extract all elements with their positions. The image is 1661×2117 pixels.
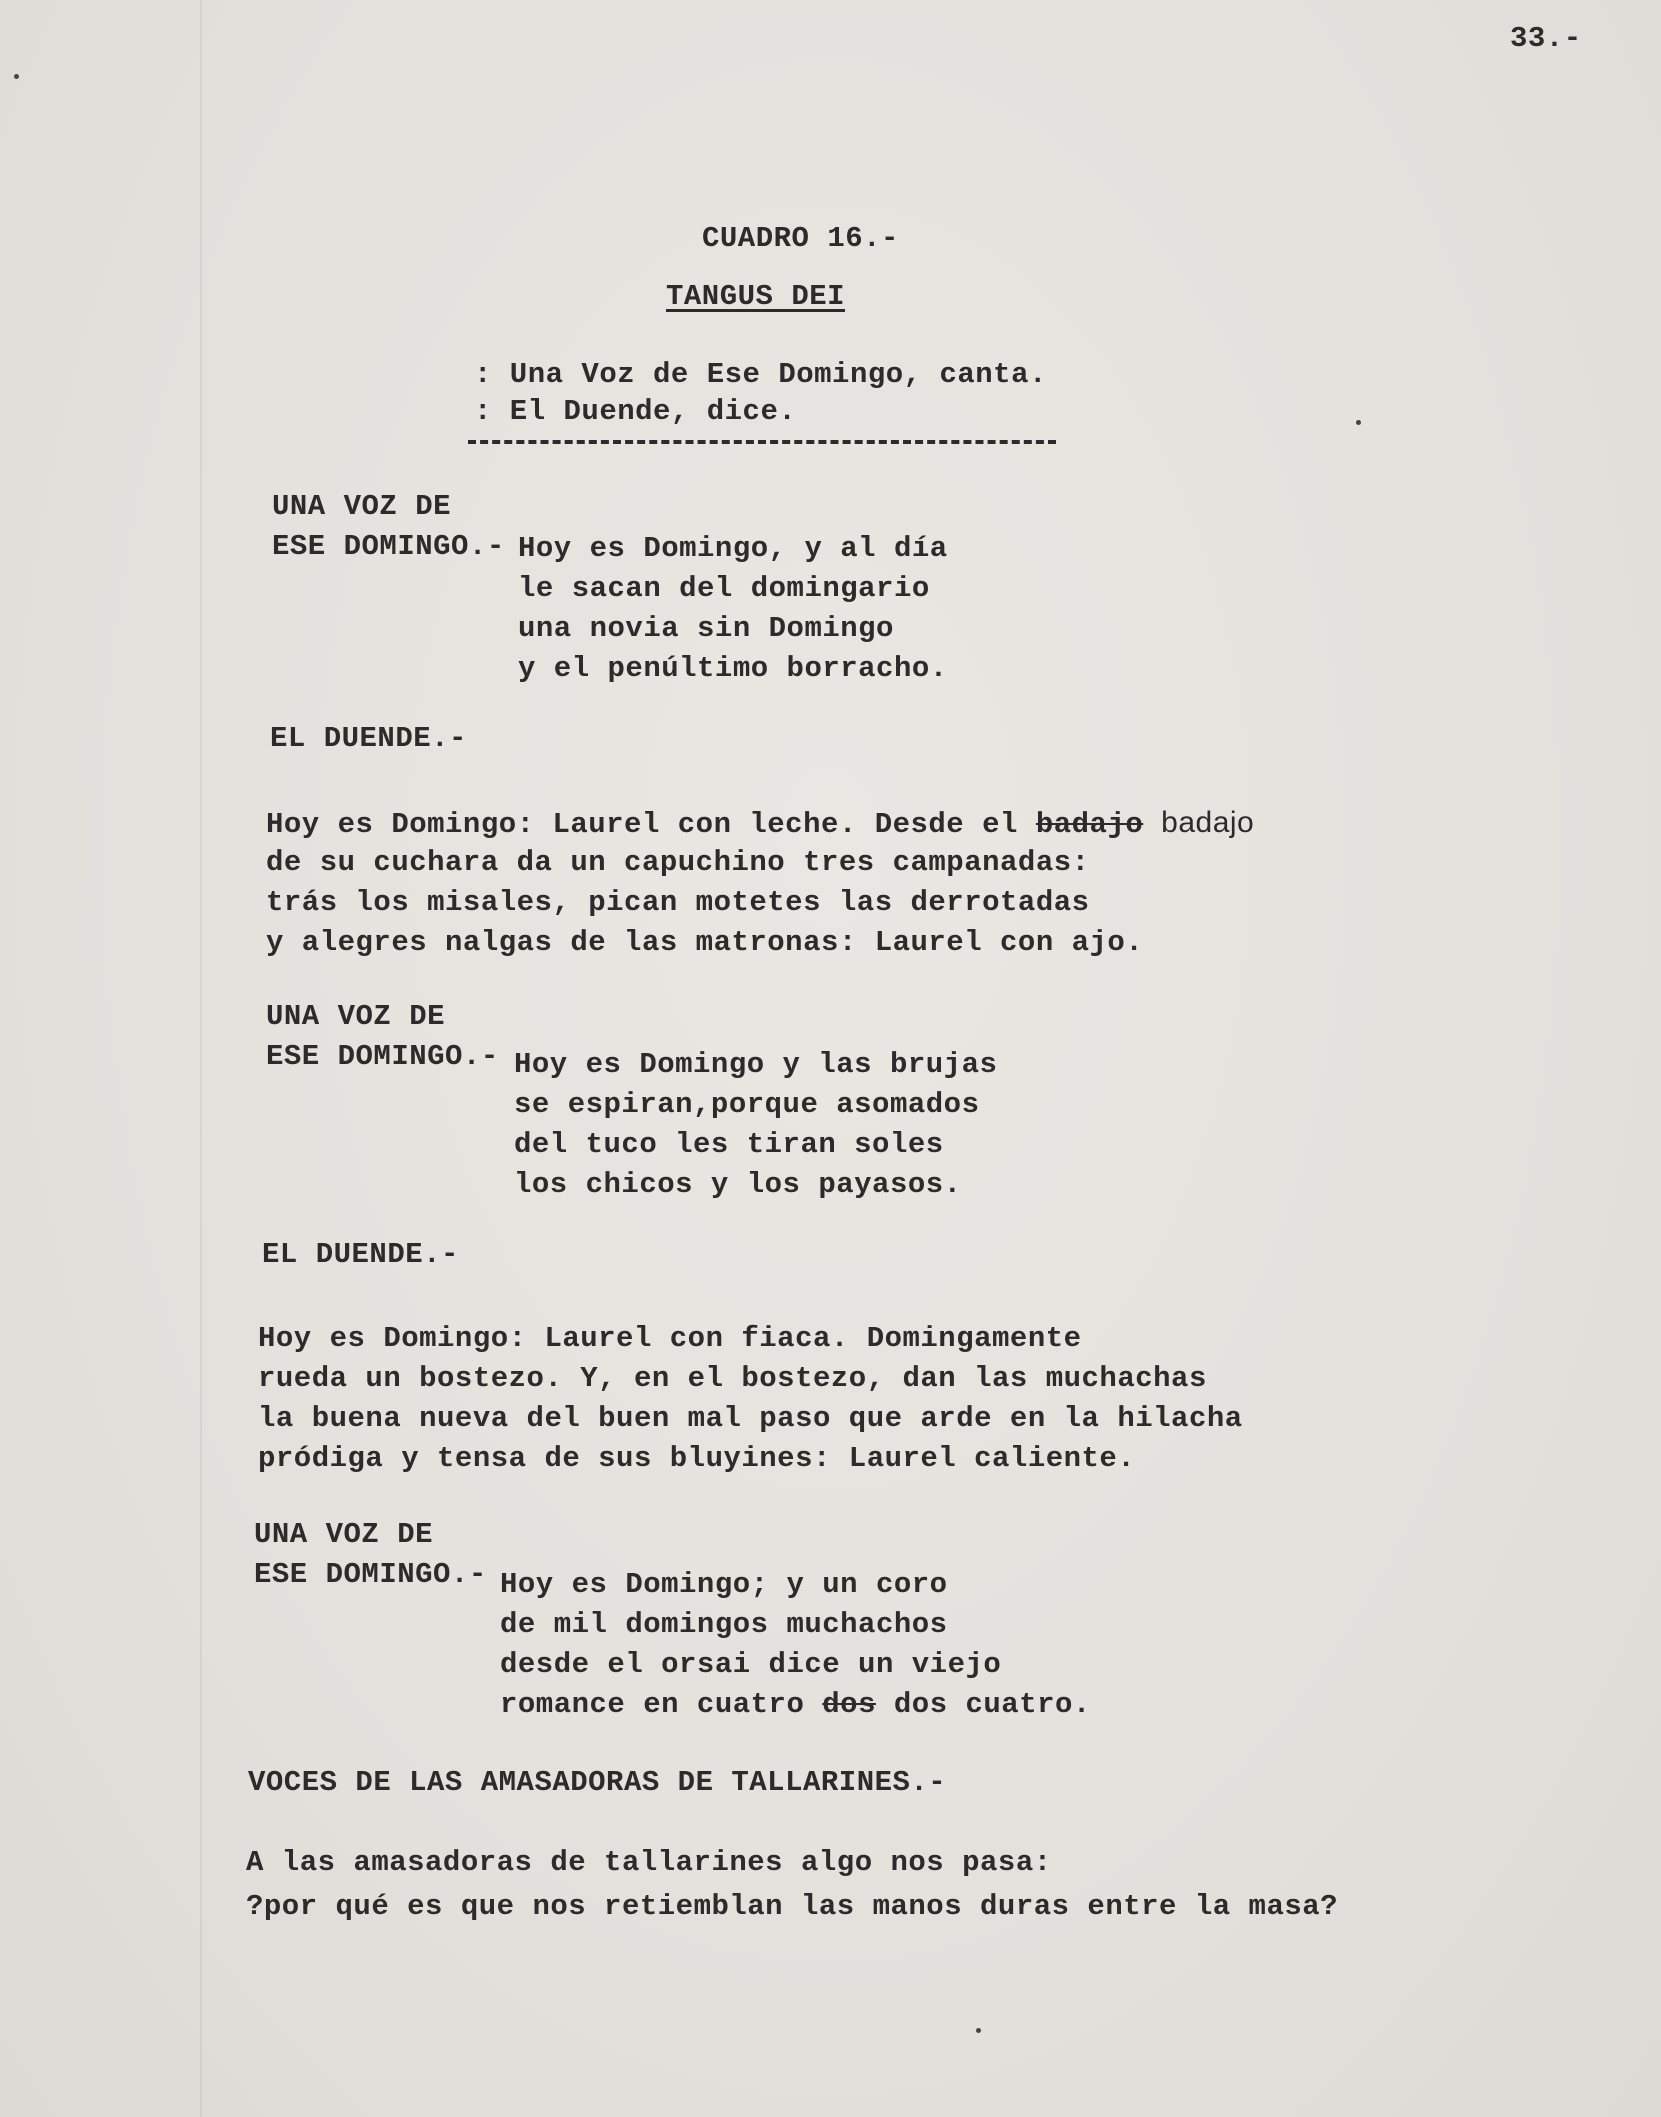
struck-word: dos: [822, 1688, 876, 1721]
cast-line: : El Duende, dice.: [474, 395, 797, 428]
struck-word: badajo: [1035, 808, 1144, 841]
page-number: 33.-: [1510, 22, 1582, 55]
paper-speck: [976, 2028, 981, 2033]
prose-line: y alegres nalgas de las matronas: Laurel con ajo.: [266, 926, 1144, 959]
prose-line: trás los misales, pican motetes las derrotadas: [266, 886, 1090, 919]
speaker-name: UNA VOZ DE: [266, 1000, 446, 1033]
verse-line: Hoy es Domingo; y un coro: [500, 1568, 948, 1601]
paper-speck: [14, 74, 19, 79]
speaker-name: ESE DOMINGO.-: [254, 1558, 487, 1591]
verse-line: una novia sin Domingo: [518, 612, 894, 645]
speaker-name: UNA VOZ DE: [254, 1518, 434, 1551]
prose-line: Hoy es Domingo: Laurel con fiaca. Domingamente: [258, 1322, 1082, 1355]
speaker-name: EL DUENDE.-: [270, 722, 467, 755]
scene-title: CUADRO 16.-: [702, 222, 899, 255]
speaker-name: UNA VOZ DE: [272, 490, 452, 523]
scene-subtitle: TANGUS DEI: [666, 280, 846, 313]
paper-speck: [1356, 420, 1361, 425]
dashed-separator: [468, 440, 1056, 444]
prose-line: A las amasadoras de tallarines algo nos pasa:: [246, 1846, 1052, 1879]
speaker-name: VOCES DE LAS AMASADORAS DE TALLARINES.-: [248, 1766, 947, 1799]
verse-line: los chicos y los payasos.: [514, 1168, 962, 1201]
prose-line: rueda un bostezo. Y, en el bostezo, dan las muchachas: [258, 1362, 1207, 1395]
verse-line: desde el orsai dice un viejo: [500, 1648, 1002, 1681]
cast-line: : Una Voz de Ese Domingo, canta.: [474, 358, 1047, 391]
speaker-name: EL DUENDE.-: [262, 1238, 459, 1271]
prose-line: de su cuchara da un capuchino tres campanadas:: [266, 846, 1090, 879]
prose-line: la buena nueva del buen mal paso que arde en la hilacha: [258, 1402, 1243, 1435]
paper-fold: [200, 0, 202, 2117]
verse-line: Hoy es Domingo y las brujas: [514, 1048, 998, 1081]
handwritten-correction: badajo: [1161, 806, 1255, 839]
verse-line: de mil domingos muchachos: [500, 1608, 948, 1641]
verse-line: se espiran,porque asomados: [514, 1088, 980, 1121]
verse-line: del tuco les tiran soles: [514, 1128, 944, 1161]
prose-line: pródiga y tensa de sus bluyines: Laurel caliente.: [258, 1442, 1136, 1475]
verse-line: romance en cuatro dos dos cuatro.: [500, 1688, 1091, 1721]
speaker-name: ESE DOMINGO.-: [272, 530, 505, 563]
speaker-name: ESE DOMINGO.-: [266, 1040, 499, 1073]
prose-line: Hoy es Domingo: Laurel con leche. Desde el badajo badajo: [266, 806, 1255, 841]
prose-line: ?por qué es que nos retiemblan las manos duras entre la masa?: [246, 1890, 1339, 1923]
verse-line: Hoy es Domingo, y al día: [518, 532, 948, 565]
verse-line: y el penúltimo borracho.: [518, 652, 948, 685]
verse-line: le sacan del domingario: [518, 572, 930, 605]
